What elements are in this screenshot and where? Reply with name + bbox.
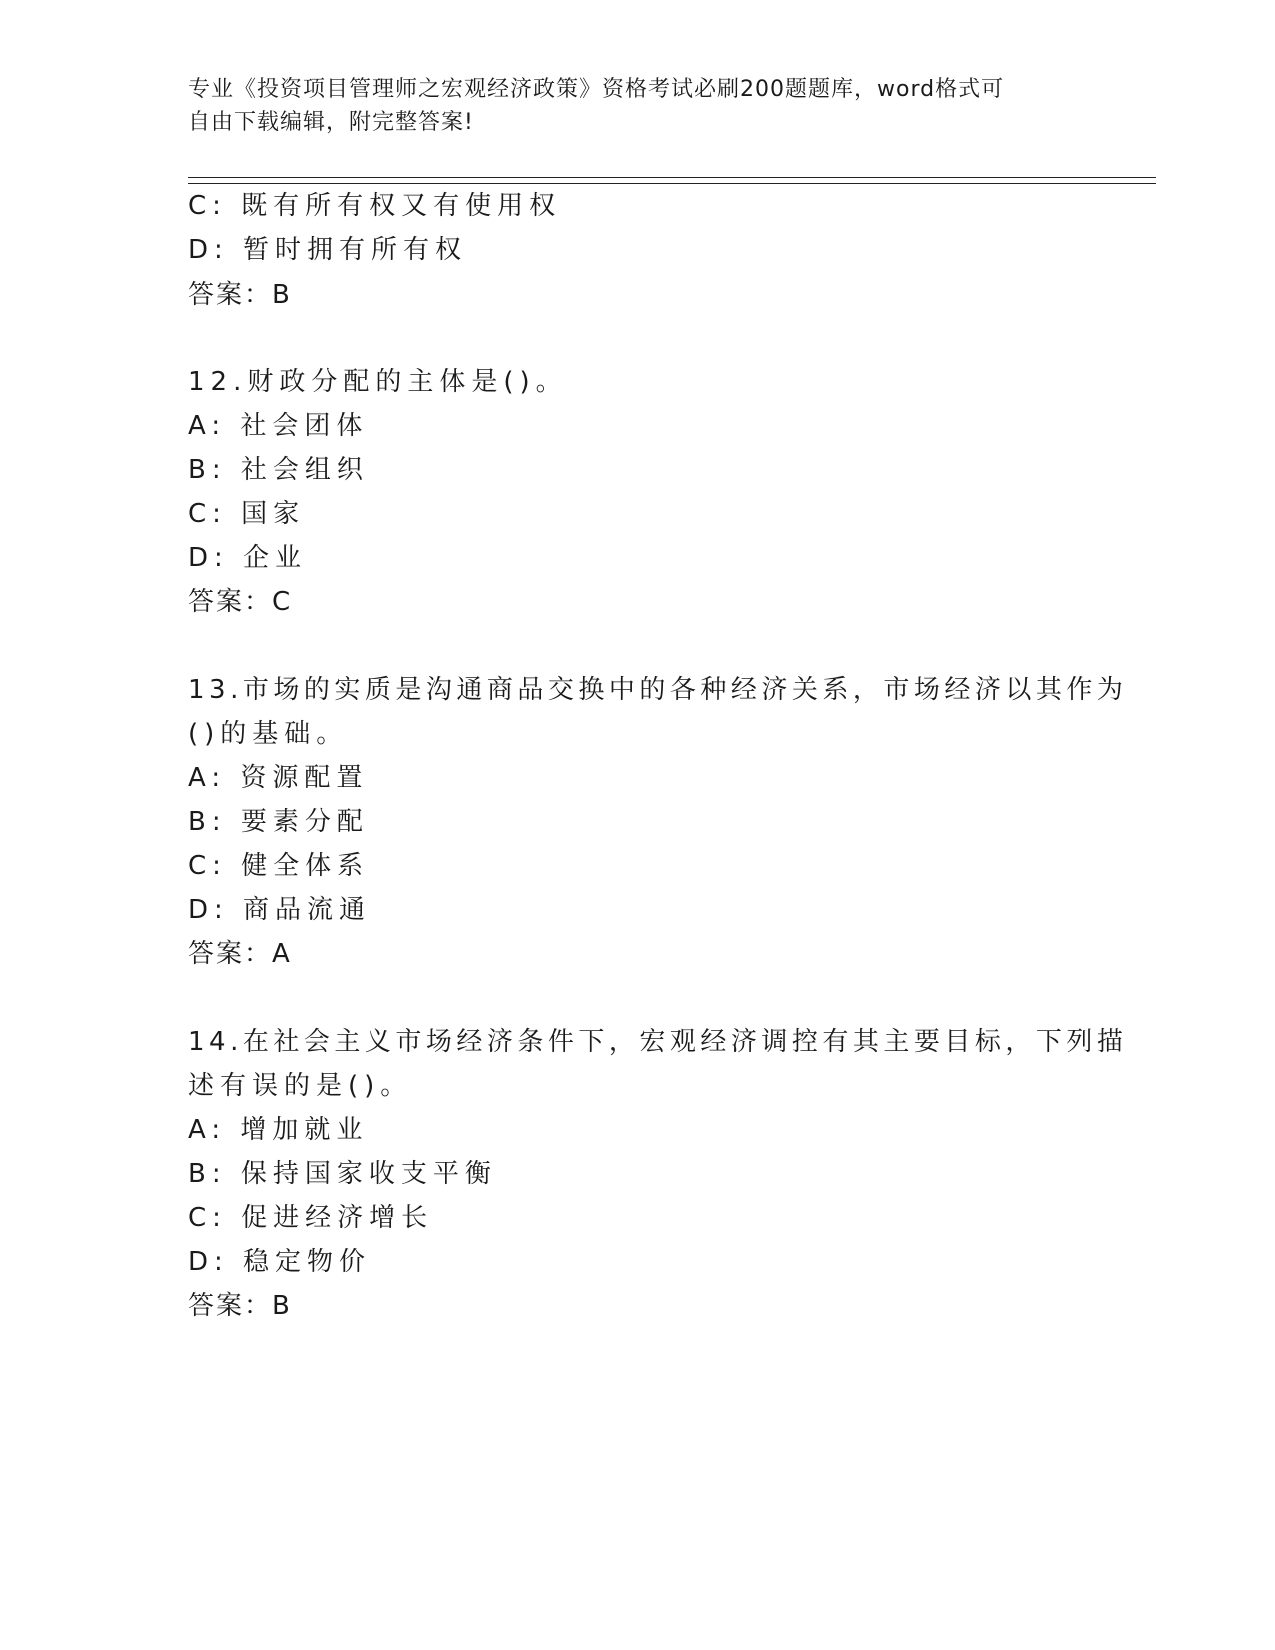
question-13-option-d: D: 商品流通 <box>188 895 372 925</box>
question-12-option-d: D: 企业 <box>188 543 308 573</box>
question-14-option-c: C: 促进经济增长 <box>188 1203 434 1233</box>
header-line-1: 专业《投资项目管理师之宏观经济政策》资格考试必刷200题题库，word格式可 <box>188 77 1005 102</box>
question-12-option-a: A: 社会团体 <box>188 411 369 441</box>
header-line-2: 自由下载编辑，附完整答案! <box>188 110 474 135</box>
document-header <box>188 73 1088 139</box>
question-13-stem-line-1: 13.市场的实质是沟通商品交换中的各种经济关系，市场经济以其作为 <box>188 675 1128 705</box>
question-14-option-d: D: 稳定物价 <box>188 1247 372 1277</box>
question-14-option-b: B: 保持国家收支平衡 <box>188 1159 497 1189</box>
question-13-option-a: A: 资源配置 <box>188 763 369 793</box>
option-c: C: 既有所有权又有使用权 <box>188 191 562 221</box>
question-14-stem-line-2: 述有误的是()。 <box>188 1071 413 1101</box>
question-14-answer: 答案：B <box>188 1291 292 1321</box>
answer-line: 答案：B <box>188 280 292 310</box>
header-divider-bottom <box>188 183 1156 184</box>
question-13-option-b: B: 要素分配 <box>188 807 369 837</box>
question-14-stem-line-1: 14.在社会主义市场经济条件下，宏观经济调控有其主要目标，下列描 <box>188 1027 1128 1057</box>
option-d: D: 暂时拥有所有权 <box>188 235 468 265</box>
question-12-answer: 答案：C <box>188 587 293 617</box>
question-13-stem-line-2: ()的基础。 <box>188 719 349 749</box>
question-12-option-b: B: 社会组织 <box>188 455 369 485</box>
header-divider-top <box>188 177 1156 178</box>
question-13-option-c: C: 健全体系 <box>188 851 370 881</box>
question-12-option-c: C: 国家 <box>188 499 306 529</box>
question-12-stem: 12.财政分配的主体是()。 <box>188 367 568 397</box>
question-14-option-a: A: 增加就业 <box>188 1115 369 1145</box>
question-13-answer: 答案：A <box>188 939 292 969</box>
